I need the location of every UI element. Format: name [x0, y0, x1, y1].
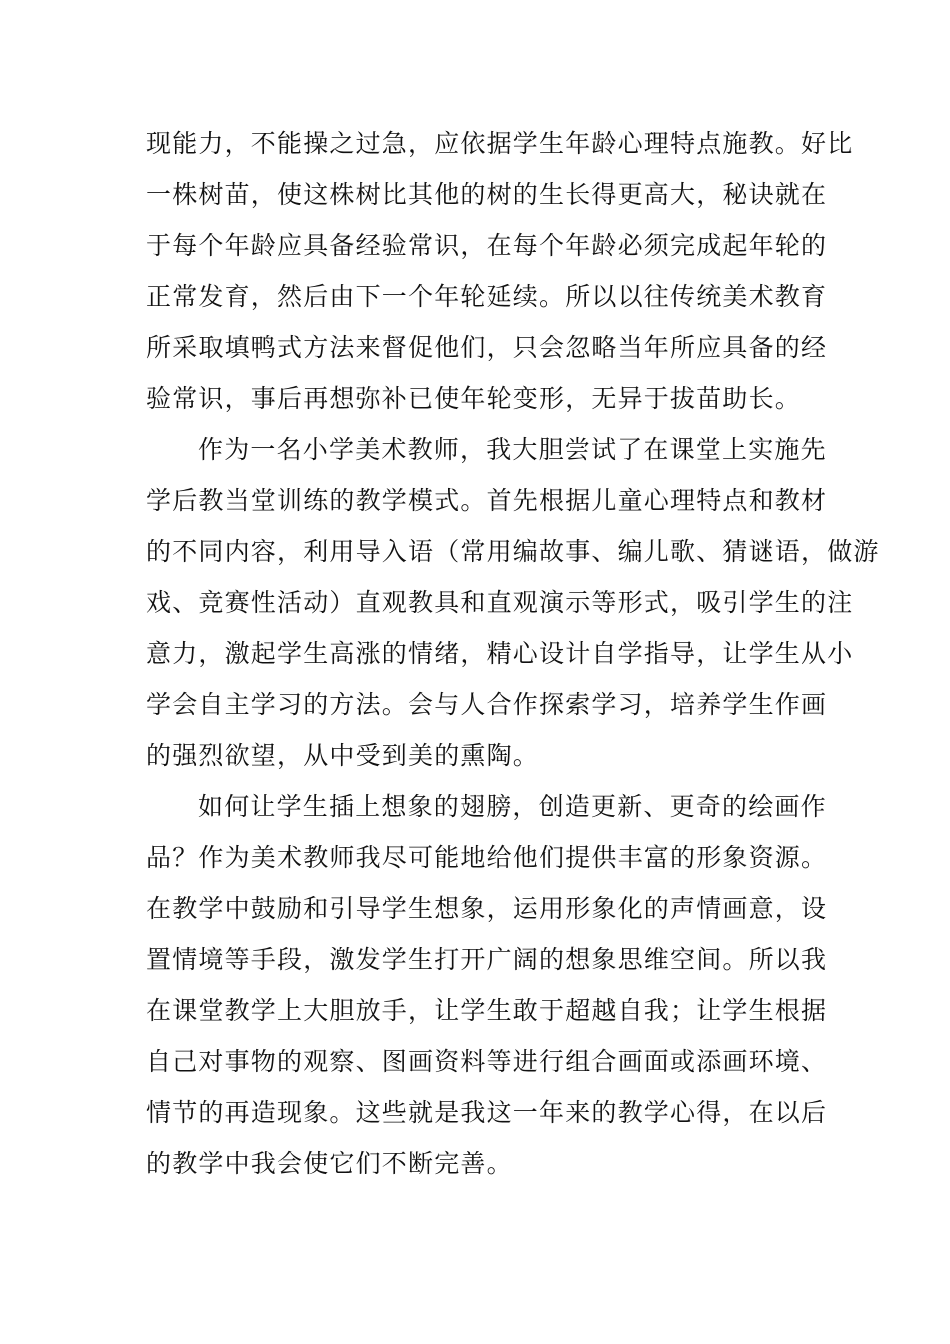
text-line: 所采取填鸭式方法来督促他们，只会忽略当年所应具备的经 [146, 333, 828, 362]
text-line: 戏、竞赛性活动）直观教具和直观演示等形式，吸引学生的注 [146, 588, 854, 617]
text-line: 作为一名小学美术教师，我大胆尝试了在课堂上实施先 [198, 435, 827, 464]
text-line: 情节的再造现象。这些就是我这一年来的教学心得，在以后 [146, 1098, 828, 1127]
text-line: 如何让学生插上想象的翅膀，创造更新、更奇的绘画作 [198, 792, 827, 821]
text-line: 正常发育，然后由下一个年轮延续。所以以往传统美术教育 [146, 282, 828, 311]
text-line: 验常识，事后再想弥补已使年轮变形，无异于拔苗助长。 [146, 384, 802, 413]
text-line: 一株树苗，使这株树比其他的树的生长得更高大，秘诀就在 [146, 180, 828, 209]
document-body [146, 118, 880, 1189]
paragraph-3 [146, 781, 828, 1189]
text-line: 的教学中我会使它们不断完善。 [146, 1149, 513, 1178]
text-line: 于每个年龄应具备经验常识，在每个年龄必须完成起年轮的 [146, 231, 828, 260]
text-line: 置情境等手段，激发学生打开广阔的想象思维空间。所以我 [146, 945, 828, 974]
paragraph-2 [146, 424, 880, 781]
text-line: 学后教当堂训练的教学模式。首先根据儿童心理特点和教材 [146, 486, 828, 515]
text-line: 的强烈欲望，从中受到美的熏陶。 [146, 741, 540, 770]
text-line: 的不同内容，利用导入语（常用编故事、编儿歌、猜谜语，做游 [146, 537, 880, 566]
text-line: 在教学中鼓励和引导学生想象，运用形象化的声情画意，设 [146, 894, 828, 923]
text-line: 意力，激起学生高涨的情绪，精心设计自学指导，让学生从小 [146, 639, 854, 668]
text-line: 品？作为美术教师我尽可能地给他们提供丰富的形象资源。 [146, 843, 828, 872]
paragraph-1 [146, 118, 854, 424]
text-line: 学会自主学习的方法。会与人合作探索学习，培养学生作画 [146, 690, 828, 719]
text-line: 自己对事物的观察、图画资料等进行组合画面或添画环境、 [146, 1047, 828, 1076]
text-line: 在课堂教学上大胆放手，让学生敢于超越自我；让学生根据 [146, 996, 828, 1025]
text-line: 现能力，不能操之过急，应依据学生年龄心理特点施教。好比 [146, 129, 854, 158]
